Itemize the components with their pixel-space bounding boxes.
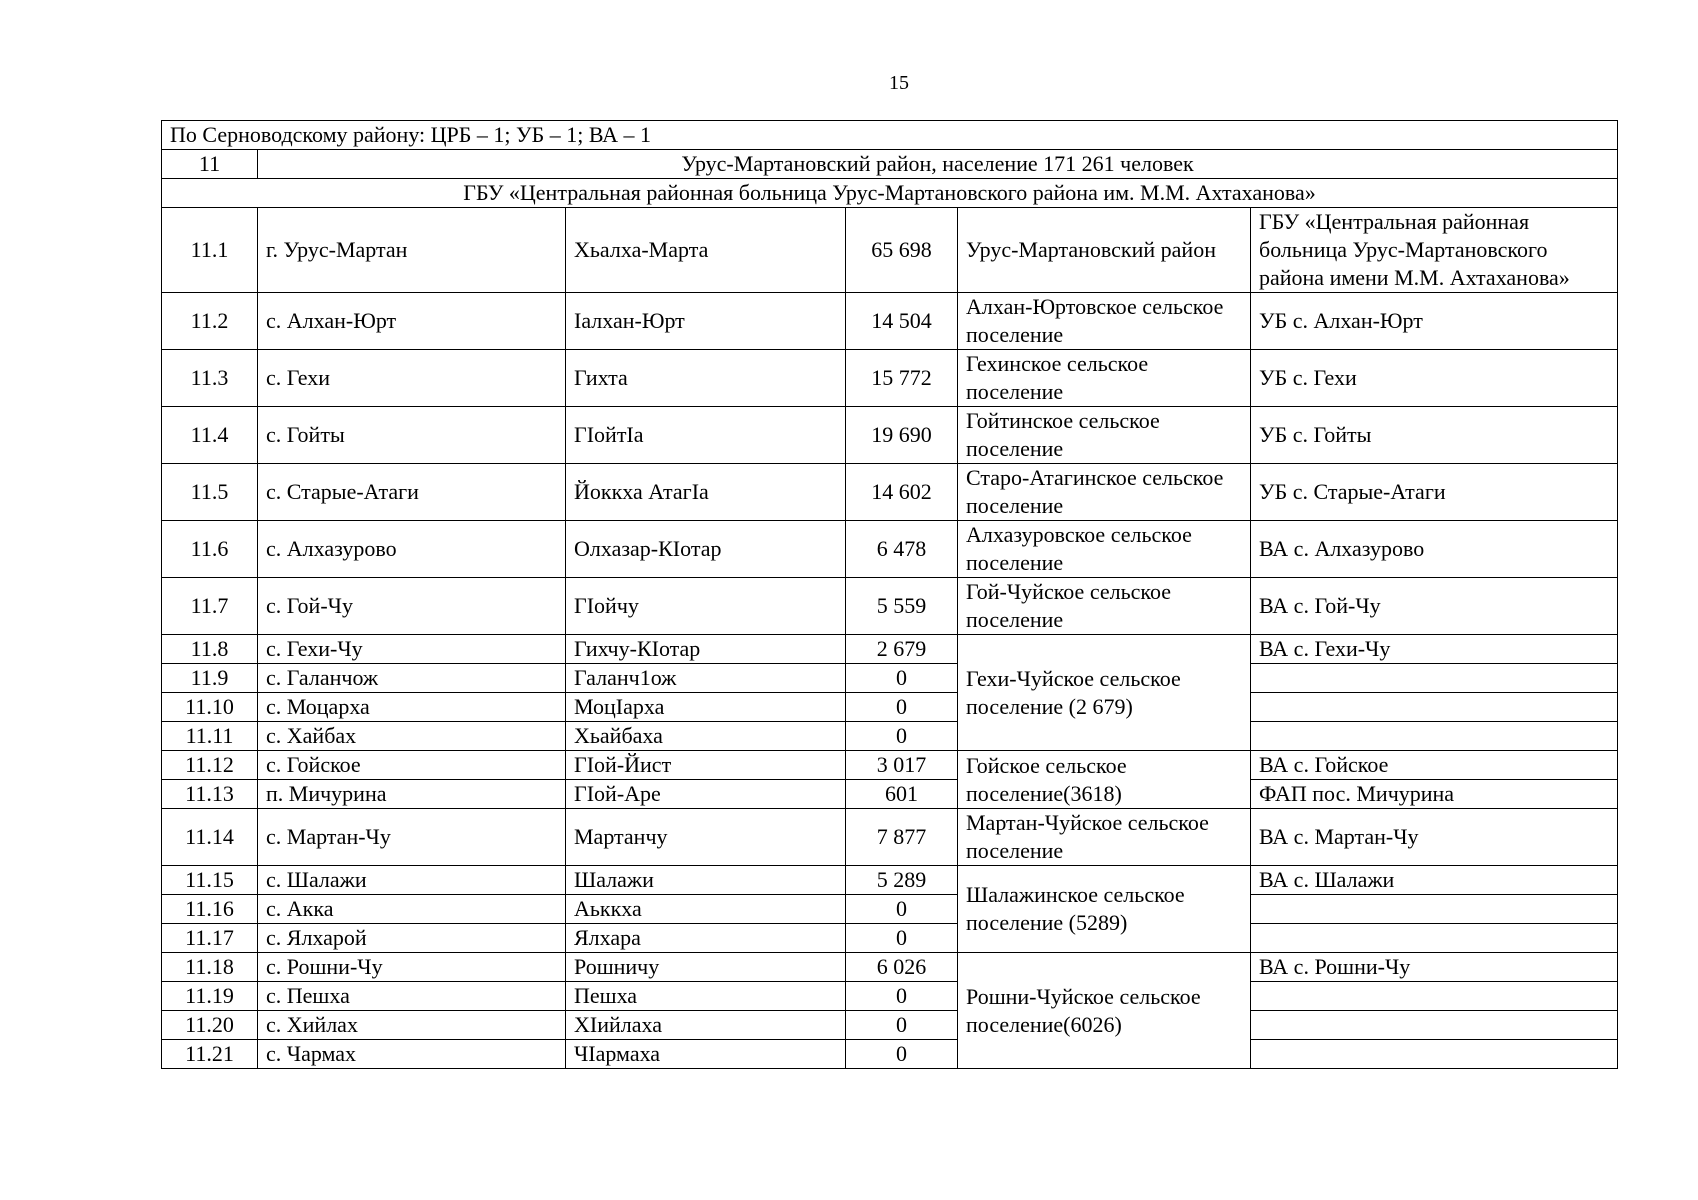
medical-facility (1251, 664, 1618, 693)
settlement-name: с. Гой-Чу (258, 578, 566, 635)
medical-facility: ВА с. Гехи-Чу (1251, 635, 1618, 664)
medical-facility: ГБУ «Центральная районная больница Урус-Мартановского района имени М.М. Ахтаханова» (1251, 208, 1618, 293)
settlement-name: с. Хийлах (258, 1011, 566, 1040)
population: 2 679 (846, 635, 958, 664)
medical-facility (1251, 1011, 1618, 1040)
chechen-name: Хьайбаха (566, 722, 846, 751)
municipality: Алхазуровское сельское поселение (958, 521, 1251, 578)
settlements-table (161, 120, 1618, 1069)
hospital-header: ГБУ «Центральная районная больница Урус-Мартановского района им. М.М. Ахтаханова» (162, 179, 1618, 208)
chechen-name: Йоккха АтагIа (566, 464, 846, 521)
settlement-name: с. Старые-Атаги (258, 464, 566, 521)
medical-facility: ВА с. Алхазурово (1251, 521, 1618, 578)
summary-cell: По Серноводскому району: ЦРБ – 1; УБ – 1; ВА – 1 (162, 121, 1618, 150)
population: 14 602 (846, 464, 958, 521)
table-row (162, 1040, 1618, 1069)
medical-facility (1251, 924, 1618, 953)
chechen-name: Пешха (566, 982, 846, 1011)
table-row (162, 407, 1618, 464)
municipality: Гойское сельское поселение(3618) (958, 751, 1251, 809)
row-number: 11.18 (162, 953, 258, 982)
municipality: Гехи-Чуйское сельское поселение (2 679) (958, 635, 1251, 751)
table-row (162, 751, 1618, 780)
municipality: Алхан-Юртовское сельское поселение (958, 293, 1251, 350)
municipality: Гойтинское сельское поселение (958, 407, 1251, 464)
district-title: Урус-Мартановский район, население 171 261 человек (258, 150, 1618, 179)
settlement-name: с. Чармах (258, 1040, 566, 1069)
row-number: 11.20 (162, 1011, 258, 1040)
chechen-name: ЧIармаха (566, 1040, 846, 1069)
table-row (162, 780, 1618, 809)
medical-facility: ФАП пос. Мичурина (1251, 780, 1618, 809)
settlement-name: с. Гехи (258, 350, 566, 407)
population: 601 (846, 780, 958, 809)
population: 0 (846, 1011, 958, 1040)
chechen-name: Шалажи (566, 866, 846, 895)
population: 14 504 (846, 293, 958, 350)
population: 5 289 (846, 866, 958, 895)
municipality: Старо-Атагинское сельское поселение (958, 464, 1251, 521)
settlement-name: с. Рошни-Чу (258, 953, 566, 982)
table-row (162, 953, 1618, 982)
chechen-name: ГIойтIа (566, 407, 846, 464)
chechen-name: Олхазар-КIотар (566, 521, 846, 578)
row-number: 11.2 (162, 293, 258, 350)
row-number: 11.17 (162, 924, 258, 953)
table-row (162, 809, 1618, 866)
chechen-name: Iалхан-Юрт (566, 293, 846, 350)
row-number: 11.5 (162, 464, 258, 521)
chechen-name: ГIой-Аре (566, 780, 846, 809)
row-number: 11.11 (162, 722, 258, 751)
settlement-name: с. Шалажи (258, 866, 566, 895)
table-row (162, 293, 1618, 350)
chechen-name: МоцIарха (566, 693, 846, 722)
settlement-name: с. Алхан-Юрт (258, 293, 566, 350)
chechen-name: Гихта (566, 350, 846, 407)
hospital-header-row (162, 179, 1618, 208)
row-number: 11.4 (162, 407, 258, 464)
row-number: 11.7 (162, 578, 258, 635)
medical-facility: УБ с. Гехи (1251, 350, 1618, 407)
population: 0 (846, 982, 958, 1011)
table-row (162, 722, 1618, 751)
chechen-name: Аьккха (566, 895, 846, 924)
medical-facility (1251, 895, 1618, 924)
population: 6 026 (846, 953, 958, 982)
settlement-name: с. Акка (258, 895, 566, 924)
population: 5 559 (846, 578, 958, 635)
population: 0 (846, 1040, 958, 1069)
population: 0 (846, 924, 958, 953)
row-number: 11.8 (162, 635, 258, 664)
municipality: Урус-Мартановский район (958, 208, 1251, 293)
row-number: 11.6 (162, 521, 258, 578)
medical-facility: УБ с. Старые-Атаги (1251, 464, 1618, 521)
row-number: 11.3 (162, 350, 258, 407)
municipality: Мартан-Чуйское сельское поселение (958, 809, 1251, 866)
settlement-name: с. Гойское (258, 751, 566, 780)
medical-facility (1251, 722, 1618, 751)
settlement-name: с. Гойты (258, 407, 566, 464)
medical-facility (1251, 693, 1618, 722)
medical-facility: УБ с. Алхан-Юрт (1251, 293, 1618, 350)
medical-facility: ВА с. Шалажи (1251, 866, 1618, 895)
table-row (162, 578, 1618, 635)
chechen-name: Рошничу (566, 953, 846, 982)
row-number: 11.16 (162, 895, 258, 924)
population: 19 690 (846, 407, 958, 464)
municipality: Рошни-Чуйское сельское поселение(6026) (958, 953, 1251, 1069)
population: 6 478 (846, 521, 958, 578)
table-row (162, 635, 1618, 664)
district-row (162, 150, 1618, 179)
municipality: Гой-Чуйское сельское поселение (958, 578, 1251, 635)
medical-facility: ВА с. Гойское (1251, 751, 1618, 780)
population: 7 877 (846, 809, 958, 866)
table-row (162, 664, 1618, 693)
table-row (162, 895, 1618, 924)
settlement-name: с. Ялхарой (258, 924, 566, 953)
table-row (162, 866, 1618, 895)
medical-facility (1251, 1040, 1618, 1069)
row-number: 11.19 (162, 982, 258, 1011)
settlement-name: п. Мичурина (258, 780, 566, 809)
table-row (162, 464, 1618, 521)
settlement-name: с. Галанчож (258, 664, 566, 693)
settlement-name: с. Моцарха (258, 693, 566, 722)
chechen-name: ГIой-Йист (566, 751, 846, 780)
municipality: Гехинское сельское поселение (958, 350, 1251, 407)
population: 15 772 (846, 350, 958, 407)
row-number: 11.12 (162, 751, 258, 780)
page-number: 15 (889, 72, 909, 94)
population: 0 (846, 895, 958, 924)
row-number: 11.9 (162, 664, 258, 693)
medical-facility: ВА с. Рошни-Чу (1251, 953, 1618, 982)
row-number: 11.15 (162, 866, 258, 895)
table-row (162, 208, 1618, 293)
table-row (162, 1011, 1618, 1040)
medical-facility: ВА с. Мартан-Чу (1251, 809, 1618, 866)
population: 0 (846, 693, 958, 722)
table-row (162, 982, 1618, 1011)
municipality: Шалажинское сельское поселение (5289) (958, 866, 1251, 953)
population: 65 698 (846, 208, 958, 293)
table-row (162, 924, 1618, 953)
settlement-name: с. Гехи-Чу (258, 635, 566, 664)
population: 0 (846, 664, 958, 693)
table-row (162, 350, 1618, 407)
summary-row (162, 121, 1618, 150)
table-row (162, 693, 1618, 722)
settlement-name: с. Алхазурово (258, 521, 566, 578)
medical-facility: ВА с. Гой-Чу (1251, 578, 1618, 635)
settlement-name: с. Мартан-Чу (258, 809, 566, 866)
district-number: 11 (162, 150, 258, 179)
chechen-name: Мартанчу (566, 809, 846, 866)
row-number: 11.14 (162, 809, 258, 866)
chechen-name: Ялхара (566, 924, 846, 953)
population: 3 017 (846, 751, 958, 780)
row-number: 11.10 (162, 693, 258, 722)
row-number: 11.1 (162, 208, 258, 293)
settlement-name: с. Хайбах (258, 722, 566, 751)
chechen-name: ГIойчу (566, 578, 846, 635)
chechen-name: Галанч1ож (566, 664, 846, 693)
chechen-name: Хьалха-Марта (566, 208, 846, 293)
chechen-name: ХIийлаха (566, 1011, 846, 1040)
table-row (162, 521, 1618, 578)
row-number: 11.13 (162, 780, 258, 809)
medical-facility: УБ с. Гойты (1251, 407, 1618, 464)
population: 0 (846, 722, 958, 751)
settlement-name: с. Пешха (258, 982, 566, 1011)
row-number: 11.21 (162, 1040, 258, 1069)
chechen-name: Гихчу-КIотар (566, 635, 846, 664)
medical-facility (1251, 982, 1618, 1011)
settlement-name: г. Урус-Мартан (258, 208, 566, 293)
